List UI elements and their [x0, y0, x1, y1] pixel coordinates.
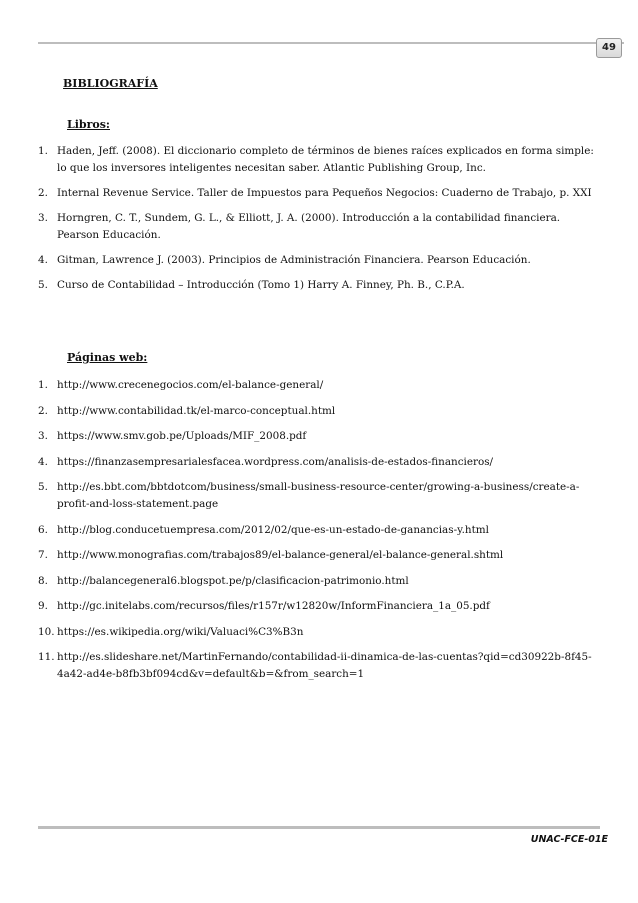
- books-list: [38, 143, 598, 302]
- list-item: 3. https://www.smv.gob.pe/Uploads/MIF_2008.pdf: [38, 430, 307, 442]
- list-item: 7. http://www.monografias.com/trabajos89/el-balance-general/el-balance-general.shtml: [38, 549, 504, 561]
- list-item: 4. Gitman, Lawrence J. (2003). Principios de Administración Financiera. Pearson Educación.: [38, 254, 531, 266]
- list-item: 2. Internal Revenue Service. Taller de Impuestos para Pequeños Negocios: Cuaderno de Trabajo, p. XXI: [38, 187, 592, 199]
- list-item: 10. https://es.wikipedia.org/wiki/Valuaci%C3%B3n: [38, 625, 304, 638]
- books-heading: Libros:: [67, 118, 110, 131]
- web-link[interactable]: http://gc.initelabs.com/recursos/files/r157r/w12820w/InformFinanciera_1a_05.pdf: [57, 600, 490, 612]
- list-item: 5. http://es.bbt.com/bbtdotcom/business/small-business-resource-center/growing-a-business/create-a-profit-and-loss-statement.page: [38, 481, 580, 510]
- web-link[interactable]: https://finanzasempresarialesfacea.wordpress.com/analisis-de-estados-financieros/: [57, 455, 494, 468]
- web-link[interactable]: http://es.bbt.com/bbtdotcom/business/small-business-resource-center/growing-a-business/create-a-profit-and-loss-statement.page: [57, 481, 580, 510]
- web-link[interactable]: http://www.crecenegocios.com/el-balance-general/: [57, 379, 324, 391]
- web-heading: Páginas web:: [67, 351, 148, 364]
- list-item: 1. Haden, Jeff. (2008). El diccionario completo de términos de bienes raíces explicados en forma simple: lo que los inversores inteligentes necesitan saber. Atlantic Publishing Group, Inc.: [38, 145, 594, 174]
- list-item: 4. https://finanzasempresarialesfacea.wordpress.com/analisis-de-estados-financieros/: [38, 455, 494, 468]
- footer-rule: [38, 826, 600, 829]
- list-item: 9. http://gc.initelabs.com/recursos/files/r157r/w12820w/InformFinanciera_1a_05.pdf: [38, 600, 490, 612]
- web-list: [38, 377, 598, 692]
- list-item: 1. http://www.crecenegocios.com/el-balance-general/: [38, 379, 324, 391]
- header-rule: [38, 42, 624, 44]
- list-item: 8. http://balancegeneral6.blogspot.pe/p/clasificacion-patrimonio.html: [38, 574, 409, 587]
- web-link[interactable]: http://balancegeneral6.blogspot.pe/p/clasificacion-patrimonio.html: [57, 574, 409, 587]
- web-link[interactable]: http://es.slideshare.net/MartinFernando/contabilidad-ii-dinamica-de-las-cuentas?qid=cd30922b-8f45-4a42-ad4e-b8fb3bf094cd&v=default&b=&from_search=1: [57, 651, 592, 680]
- web-link[interactable]: http://www.monografias.com/trabajos89/el-balance-general/el-balance-general.shtml: [57, 549, 504, 561]
- list-item: 5. Curso de Contabilidad – Introducción (Tomo 1) Harry A. Finney, Ph. B., C.P.A.: [38, 279, 465, 291]
- web-link[interactable]: http://blog.conducetuempresa.com/2012/02/que-es-un-estado-de-ganancias-y.html: [57, 523, 489, 536]
- web-link[interactable]: http://www.contabilidad.tk/el-marco-conceptual.html: [57, 404, 336, 417]
- footer-code: UNAC-FCE-01E: [530, 834, 608, 845]
- web-link[interactable]: https://www.smv.gob.pe/Uploads/MIF_2008.pdf: [57, 430, 307, 442]
- list-item: 11. http://es.slideshare.net/MartinFernando/contabilidad-ii-dinamica-de-las-cuentas?qid=cd30922b-8f45-4a42-ad4e-b8fb3bf094cd&v=default&b=&from_search=1: [38, 651, 592, 680]
- web-link[interactable]: https://es.wikipedia.org/wiki/Valuaci%C3%B3n: [57, 625, 304, 638]
- list-item: 3. Horngren, C. T., Sundem, G. L., & Elliott, J. A. (2000). Introducción a la contabilidad financiera. Pearson Educación.: [38, 212, 561, 241]
- page-title: BIBLIOGRAFÍA: [63, 77, 158, 90]
- list-item: 6. http://blog.conducetuempresa.com/2012/02/que-es-un-estado-de-ganancias-y.html: [38, 523, 489, 536]
- list-item: 2. http://www.contabilidad.tk/el-marco-conceptual.html: [38, 404, 336, 417]
- page-number: 49: [596, 38, 622, 58]
